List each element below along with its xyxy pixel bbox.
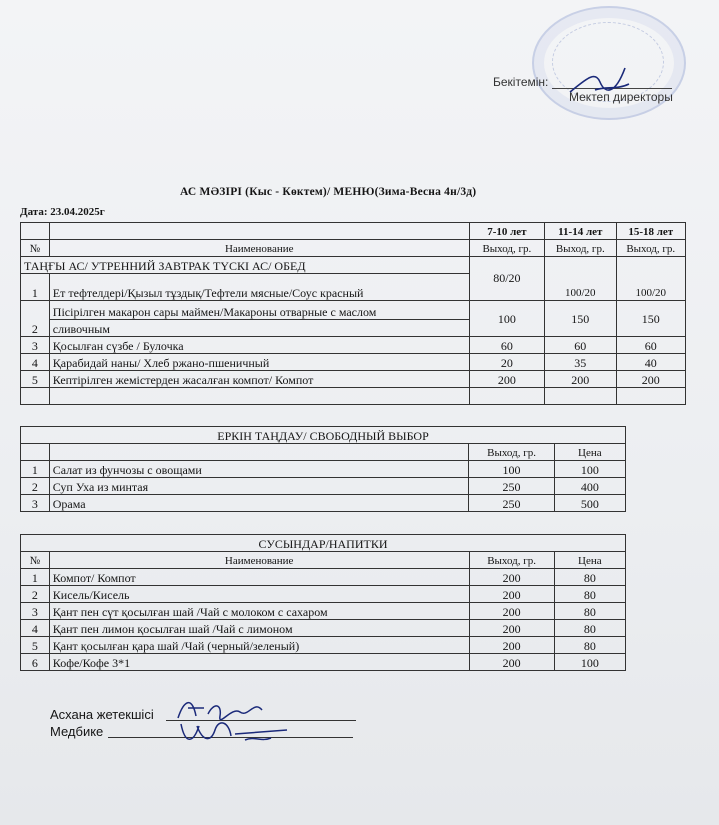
- drink-row6-out: 200: [469, 654, 554, 671]
- empty-cell: [49, 444, 469, 461]
- empty-cell: [616, 388, 686, 405]
- drink-row1-no: 1: [21, 569, 50, 586]
- row5-value-7-10: 200: [469, 371, 544, 388]
- director-label: Мектеп директоры: [569, 90, 673, 104]
- empty-cell: [21, 444, 50, 461]
- drink-row4-out: 200: [469, 620, 554, 637]
- age-group-15-18: 15-18 лет: [616, 223, 686, 240]
- drink-row3-out: 200: [469, 603, 554, 620]
- drink-row1-out: 200: [469, 569, 554, 586]
- col-out-header: Выход, гр.: [469, 444, 554, 461]
- drink-row3-price: 80: [554, 603, 625, 620]
- row5-value-15-18: 200: [616, 371, 686, 388]
- drink-row4-name: Қант пен лимон қосылған шай /Чай с лимоном: [49, 620, 469, 637]
- col-name-header: Наименование: [49, 552, 469, 569]
- free-row1-price: 100: [554, 461, 625, 478]
- col-out-header: Выход, гр.: [469, 552, 554, 569]
- free-row3-no: 3: [21, 495, 50, 512]
- free-row2-price: 400: [554, 478, 625, 495]
- row4-name: Қарабидай наны/ Хлеб ржано-пшеничный: [49, 354, 469, 371]
- row2-value-11-14: 150: [545, 301, 616, 337]
- row4-value-15-18: 40: [616, 354, 686, 371]
- col-no-header: №: [21, 552, 50, 569]
- row1-name: Ет тефтелдері/Қызыл тұздық/Тефтели мясные/Соус красный: [49, 274, 469, 301]
- col-out-header: Выход, гр.: [469, 240, 544, 257]
- row3-value-11-14: 60: [545, 337, 616, 354]
- drink-row4-no: 4: [21, 620, 50, 637]
- empty-cell: [49, 388, 469, 405]
- row3-value-7-10: 60: [469, 337, 544, 354]
- drink-row6-price: 100: [554, 654, 625, 671]
- drink-row2-out: 200: [469, 586, 554, 603]
- drink-row1-price: 80: [554, 569, 625, 586]
- main-menu-table: [20, 222, 686, 405]
- free-row1-name: Салат из фунчозы с овощами: [49, 461, 469, 478]
- row2-value-15-18: 150: [616, 301, 686, 337]
- empty-cell: [469, 388, 544, 405]
- free-row1-out: 100: [469, 461, 554, 478]
- drink-row5-out: 200: [469, 637, 554, 654]
- col-no-header: №: [21, 240, 50, 257]
- row4-no: 4: [21, 354, 50, 371]
- row1-value-15-18: 100/20: [616, 257, 686, 301]
- col-price-header: Цена: [554, 552, 625, 569]
- section-title-drinks: СУСЫНДАР/НАПИТКИ: [21, 535, 626, 552]
- row4-value-11-14: 35: [545, 354, 616, 371]
- header-cell-empty: [21, 223, 50, 240]
- drink-row6-name: Кофе/Кофе 3*1: [49, 654, 469, 671]
- row5-name: Кептірілген жемістерден жасалған компот/ Компот: [49, 371, 469, 388]
- empty-cell: [545, 388, 616, 405]
- drink-row2-no: 2: [21, 586, 50, 603]
- row4-value-7-10: 20: [469, 354, 544, 371]
- row2-name: Пісірілген макарон сары маймен/Макароны отварные с маслом: [49, 301, 469, 320]
- approve-label: Бекітемін:: [493, 75, 549, 89]
- drink-row5-price: 80: [554, 637, 625, 654]
- drink-row2-price: 80: [554, 586, 625, 603]
- row2-name-continued: сливочным: [49, 320, 469, 337]
- free-row3-price: 500: [554, 495, 625, 512]
- free-row3-out: 250: [469, 495, 554, 512]
- drink-row1-name: Компот/ Компот: [49, 569, 469, 586]
- col-out-header: Выход, гр.: [545, 240, 616, 257]
- row1-value-11-14: 100/20: [545, 257, 616, 301]
- age-group-11-14: 11-14 лет: [545, 223, 616, 240]
- row5-value-11-14: 200: [545, 371, 616, 388]
- free-row2-name: Суп Уха из минтая: [49, 478, 469, 495]
- empty-cell: [21, 388, 50, 405]
- col-name-header: Наименование: [49, 240, 469, 257]
- row2-no: 2: [21, 301, 50, 337]
- free-row2-no: 2: [21, 478, 50, 495]
- drink-row3-no: 3: [21, 603, 50, 620]
- nurse-label: Медбике: [50, 724, 104, 739]
- drink-row4-price: 80: [554, 620, 625, 637]
- drink-row5-name: Қант қосылған қара шай /Чай (черный/зеленый): [49, 637, 469, 654]
- age-group-7-10: 7-10 лет: [469, 223, 544, 240]
- drinks-table: [20, 534, 626, 671]
- row3-name: Қосылған сүзбе / Булочка: [49, 337, 469, 354]
- nurse-signature: [175, 714, 295, 750]
- free-row1-no: 1: [21, 461, 50, 478]
- drink-row2-name: Кисель/Кисель: [49, 586, 469, 603]
- drink-row3-name: Қант пен сүт қосылған шай /Чай с молоком с сахаром: [49, 603, 469, 620]
- menu-date: Дата: 23.04.2025г: [20, 206, 105, 218]
- section-title-free-choice: ЕРКІН ТАҢДАУ/ СВОБОДНЫЙ ВЫБОР: [21, 427, 626, 444]
- row5-no: 5: [21, 371, 50, 388]
- free-row3-name: Орама: [49, 495, 469, 512]
- free-choice-table: [20, 426, 626, 512]
- col-out-header: Выход, гр.: [616, 240, 686, 257]
- row3-no: 3: [21, 337, 50, 354]
- chef-label: Асхана жетекшісі: [50, 707, 154, 722]
- section-title-breakfast-lunch: ТАҢҒЫ АС/ УТРЕННИЙ ЗАВТРАК ТҮСКІ АС/ ОБЕД: [21, 257, 470, 274]
- free-row2-out: 250: [469, 478, 554, 495]
- menu-title: АС МӘЗІРІ (Кыс - Көктем)/ МЕНЮ(Зима-Весна 4н/3д): [180, 186, 477, 198]
- col-price-header: Цена: [554, 444, 625, 461]
- row2-value-7-10: 100: [469, 301, 544, 337]
- row3-value-15-18: 60: [616, 337, 686, 354]
- header-cell-empty: [49, 223, 469, 240]
- drink-row5-no: 5: [21, 637, 50, 654]
- row1-no: 1: [21, 274, 50, 301]
- row1-value-7-10: 80/20: [469, 257, 544, 301]
- drink-row6-no: 6: [21, 654, 50, 671]
